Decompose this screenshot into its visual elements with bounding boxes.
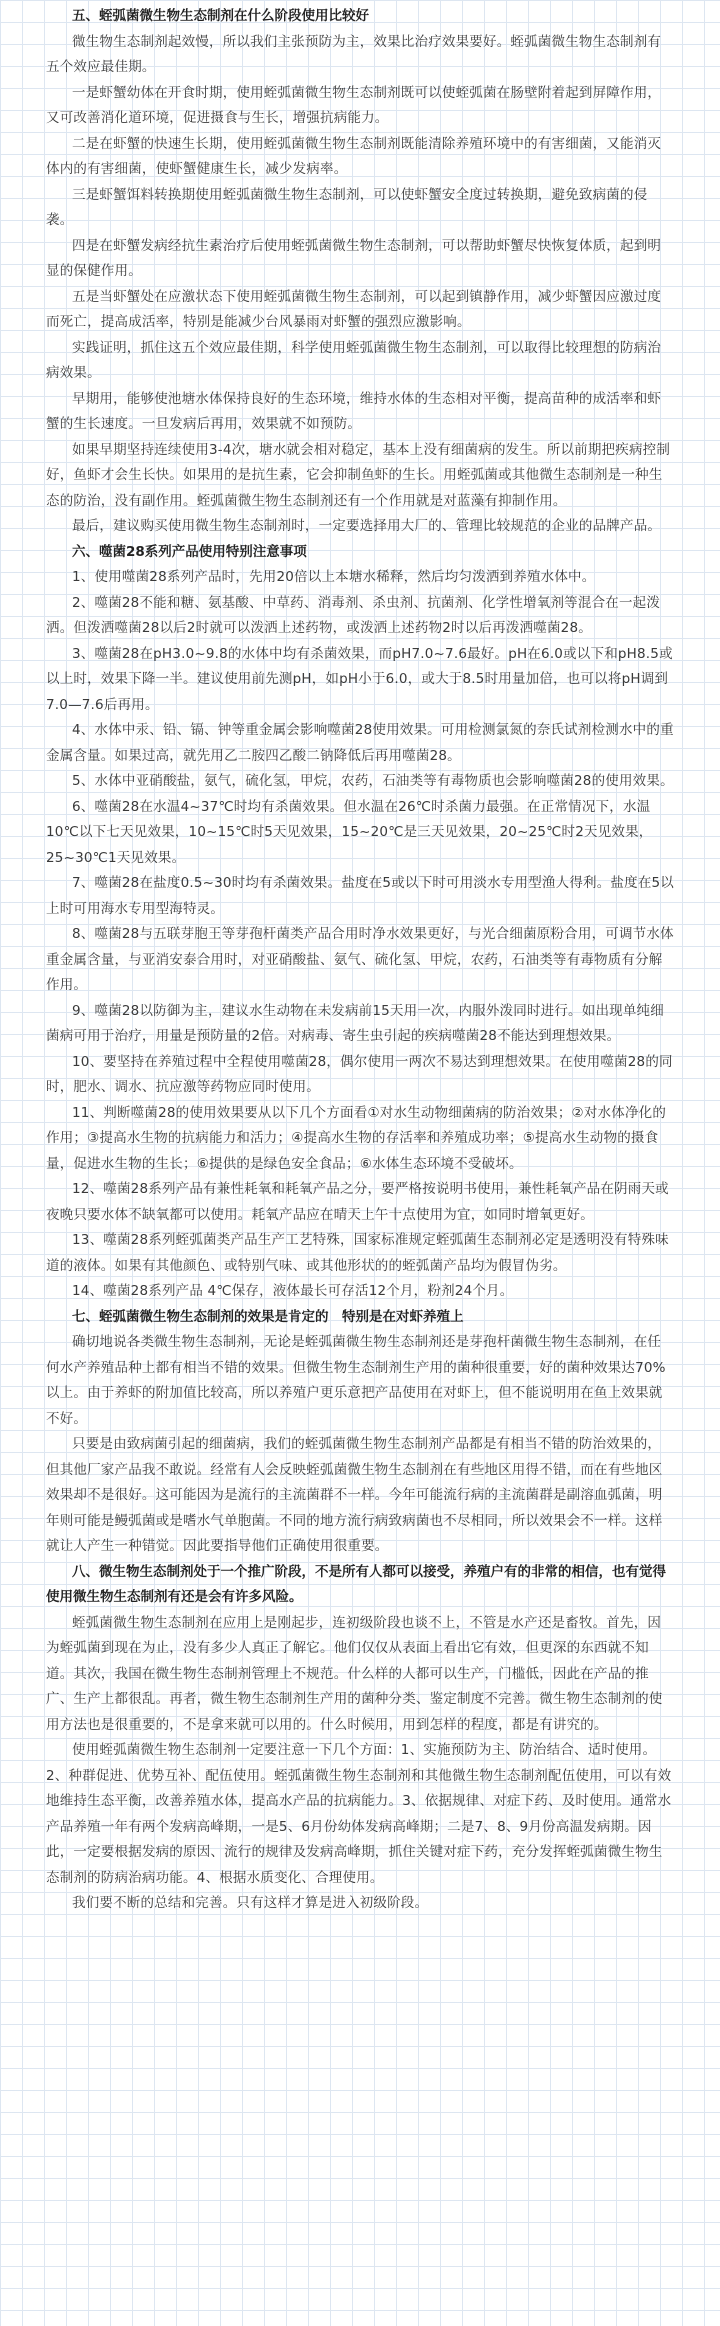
paragraph: 四是在虾蟹发病经抗生素治疗后使用蛭弧菌微生物生态制剂，可以帮助虾蟹尽快恢复体质，起到明显的保健作用。 <box>46 237 662 279</box>
paragraph: 蛭弧菌微生物生态制剂在应用上是刚起步，连初级阶段也谈不上，不管是水产还是畜牧。首先，因为蛭弧菌到现在为止，没有多少人真正了解它。他们仅仅从表面上看出它有效，但更深的东西就不知道。其次，我国在微生物生态制剂管理上不规范。什么样的人都可以生产，门槛低，因此在产品的推广、生产上都很乱。再者，微生物生态制剂生产用的菌种分类、鉴定制度不完善。微生物生态制剂的使用方法也是很重要的，不是拿来就可以用的。什么时候用，用到怎样的程度，都是有讲究的。 <box>46 1614 663 1733</box>
paragraph: 7、噬菌28在盐度0.5~30时均有杀菌效果。盐度在5或以下时可用淡水专用型渔人得利。盐度在5以上时可用海水专用型海特灵。 <box>46 875 675 917</box>
paragraph: 早期用，能够使池塘水体保持良好的生态环境，维持水体的生态相对平衡，提高苗种的成活率和虾蟹的生长速度。一旦发病后再用，效果就不如预防。 <box>46 390 662 432</box>
paragraph: 实践证明，抓住这五个效应最佳期，科学使用蛭弧菌微生物生态制剂，可以取得比较理想的防病治病效果。 <box>46 339 662 381</box>
paragraph: 使用蛭弧菌微生物生态制剂一定要注意一下几个方面：1、实施预防为主、防治结合、适时使用。2、种群促进、优势互补、配伍使用。蛭弧菌微生物生态制剂和其他微生物生态制剂配伍使用，可以有效地维持生态平衡，改善养殖水体，提高水产品的抗病能力。3、依据规律、对症下药、及时使用。通常水产品养殖一年有两个发病高峰期，一是5、6月份幼体发病高峰期；二是7、8、9月份高温发病期。因此，一定要根据发病的原因、流行的规律及发病高峰期，抓住关键对症下药，充分发挥蛭弧菌微生物生态制剂的防病治病功能。4、根据水质变化、合理使用。 <box>46 1742 672 1886</box>
section-heading: 六、噬菌28系列产品使用特别注意事项 <box>72 543 307 560</box>
paragraph: 2、噬菌28不能和糖、氨基酸、中草药、消毒剂、杀虫剂、抗菌剂、化学性增氧剂等混合在一起泼洒。但泼洒噬菌28以后2时就可以泼洒上述药物，或泼洒上述药物2时以后再泼洒噬菌28。 <box>46 594 661 636</box>
paragraph: 14、噬菌28系列产品 4℃保存，液体最长可存活12个月，粉剂24个月。 <box>72 1283 514 1299</box>
paragraph: 微生物生态制剂起效慢，所以我们主张预防为主，效果比治疗效果要好。蛭弧菌微生物生态制剂有五个效应最佳期。 <box>46 33 662 75</box>
section-heading: 五、蛭弧菌微生物生态制剂在什么阶段使用比较好 <box>72 8 369 24</box>
paragraph: 五是当虾蟹处在应激状态下使用蛭弧菌微生物生态制剂，可以起到镇静作用，减少虾蟹因应激过度而死亡，提高成活率，特别是能减少台风暴雨对虾蟹的强烈应激影响。 <box>46 288 662 330</box>
paragraph: 10、要坚持在养殖过程中全程使用噬菌28，偶尔使用一两次不易达到理想效果。在使用噬菌28的同时，肥水、调水、抗应激等药物应同时使用。 <box>46 1053 673 1095</box>
paragraph: 1、使用噬菌28系列产品时，先用20倍以上本塘水稀释，然后均匀泼洒到养殖水体中。 <box>72 569 596 585</box>
paragraph: 如果早期坚持连续使用3-4次，塘水就会相对稳定，基本上没有细菌病的发生。所以前期把疾病控制好，鱼虾才会生长快。如果用的是抗生素，它会抑制鱼虾的生长。用蛭弧菌或其他微生态制剂是一种生态的防治，没有副作用。蛭弧菌微生物生态制剂还有一个作用就是对蓝藻有抑制作用。 <box>46 441 671 509</box>
paragraph: 一是虾蟹幼体在开食时期，使用蛭弧菌微生物生态制剂既可以使蛭弧菌在肠壁附着起到屏障作用，又可改善消化道环境，促进摄食与生长，增强抗病能力。 <box>46 84 662 126</box>
paragraph: 6、噬菌28在水温4~37℃时均有杀菌效果。但水温在26℃时杀菌力最强。在正常情况下，水温10℃以下七天见效果，10~15℃时5天见效果，15~20℃是三天见效果，20~25℃时2天见效果，25~30℃1天见效果。 <box>46 798 653 866</box>
paragraph: 5、水体中亚硝酸盐，氨气，硫化氢，甲烷，农药，石油类等有毒物质也会影响噬菌28的使用效果。 <box>72 773 674 789</box>
paragraph: 11、判断噬菌28的使用效果要从以下几个方面看①对水生动物细菌病的防治效果；②对水体净化的作用；③提高水生物的抗病能力和活力；④提高水生物的存活率和养殖成功率；⑤提高水生动物的摄食量，促进水生物的生长；⑥提供的是绿色安全食品；⑥水体生态环境不受破坏。 <box>46 1104 667 1172</box>
paragraph: 8、噬菌28与五联芽胞王等芽孢杆菌类产品合用时净水效果更好，与光合细菌原粉合用，可调节水体重金属含量，与亚消安泰合用时，对亚硝酸盐、氨气、硫化氢、甲烷，农药，石油类等有毒物质有分解作用。 <box>46 926 674 993</box>
paragraph: 13、噬菌28系列蛭弧菌类产品生产工艺特殊，国家标准规定蛭弧菌生态制剂必定是透明没有特殊味道的液体。如果有其他颜色、或特别气味、或其他形状的的蛭弧菌产品均为假冒伪劣。 <box>46 1232 669 1274</box>
paragraph: 二是在虾蟹的快速生长期，使用蛭弧菌微生物生态制剂既能清除养殖环境中的有害细菌，又能消灭体内的有害细菌，使虾蟹健康生长，减少发病率。 <box>46 135 662 177</box>
paragraph: 确切地说各类微生物生态制剂，无论是蛭弧菌微生物生态制剂还是芽孢杆菌微生物生态制剂，在任何水产养殖品种上都有相当不错的效果。但微生物生态制剂生产用的菌种很重要，好的菌种效果达70%以上。由于养虾的附加值比较高，所以养殖户更乐意把产品使用在对虾上，但不能说明用在鱼上效果就不好。 <box>46 1334 666 1427</box>
paragraph: 3、噬菌28在pH3.0~9.8的水体中均有杀菌效果，而pH7.0~7.6最好。pH在6.0或以下和pH8.5或以上时，效果下降一半。建议使用前先测pH，如pH小于6.0，或大于8.5时用量加倍，也可以将pH调到7.0—7.6后再用。 <box>46 645 673 713</box>
section-heading: 八、微生物生态制剂处于一个推广阶段，不是所有人都可以接受，养殖户有的非常的相信，也有觉得使用微生物生态制剂有还是会有许多风险。 <box>46 1563 666 1605</box>
paragraph: 只要是由致病菌引起的细菌病，我们的蛭弧菌微生物生态制剂产品都是有相当不错的防治效果的，但其他厂家产品我不敢说。经常有人会反映蛭弧菌微生物生态制剂在有些地区用得不错，而在有些地区效果却不是很好。这可能因为是流行的主流菌群不一样。今年可能流行病的主流菌群是副溶血弧菌，明年则可能是鳗弧菌或是嗜水气单胞菌。不同的地方流行病致病菌也不尽相同，所以效果会不一样。这样就让人产生一种错觉。因此要指导他们正确使用很重要。 <box>46 1436 663 1554</box>
paragraph: 最后，建议购买使用微生物生态制剂时，一定要选择用大厂的、管理比较规范的企业的品牌产品。 <box>72 518 662 534</box>
paragraph: 我们要不断的总结和完善。只有这样才算是进入初级阶段。 <box>72 1895 429 1911</box>
paragraph: 9、噬菌28以防御为主，建议水生动物在未发病前15天用一次，内服外泼同时进行。如出现单纯细菌病可用于治疗，用量是预防量的2倍。对病毒、寄生虫引起的疾病噬菌28不能达到理想效果。 <box>46 1002 664 1044</box>
section-heading: 七、蛭弧菌微生物生态制剂的效果是肯定的 特别是在对虾养殖上 <box>72 1308 464 1325</box>
paragraph: 三是虾蟹饵料转换期使用蛭弧菌微生物生态制剂，可以使虾蟹安全度过转换期，避免致病菌的侵袭。 <box>46 186 648 228</box>
paragraph: 4、水体中汞、铅、镉、钟等重金属会影响噬菌28使用效果。可用检测氯氮的奈氏试剂检测水中的重金属含量。如果过高，就先用乙二胺四乙酸二钠降低后再用噬菌28。 <box>46 722 674 764</box>
paragraph: 12、噬菌28系列产品有兼性耗氧和耗氧产品之分，要严格按说明书使用，兼性耗氧产品在阴雨天或夜晚只要水体不缺氧都可以使用。耗氧产品应在晴天上午十点使用为宜，如同时增氧更好。 <box>46 1181 669 1223</box>
